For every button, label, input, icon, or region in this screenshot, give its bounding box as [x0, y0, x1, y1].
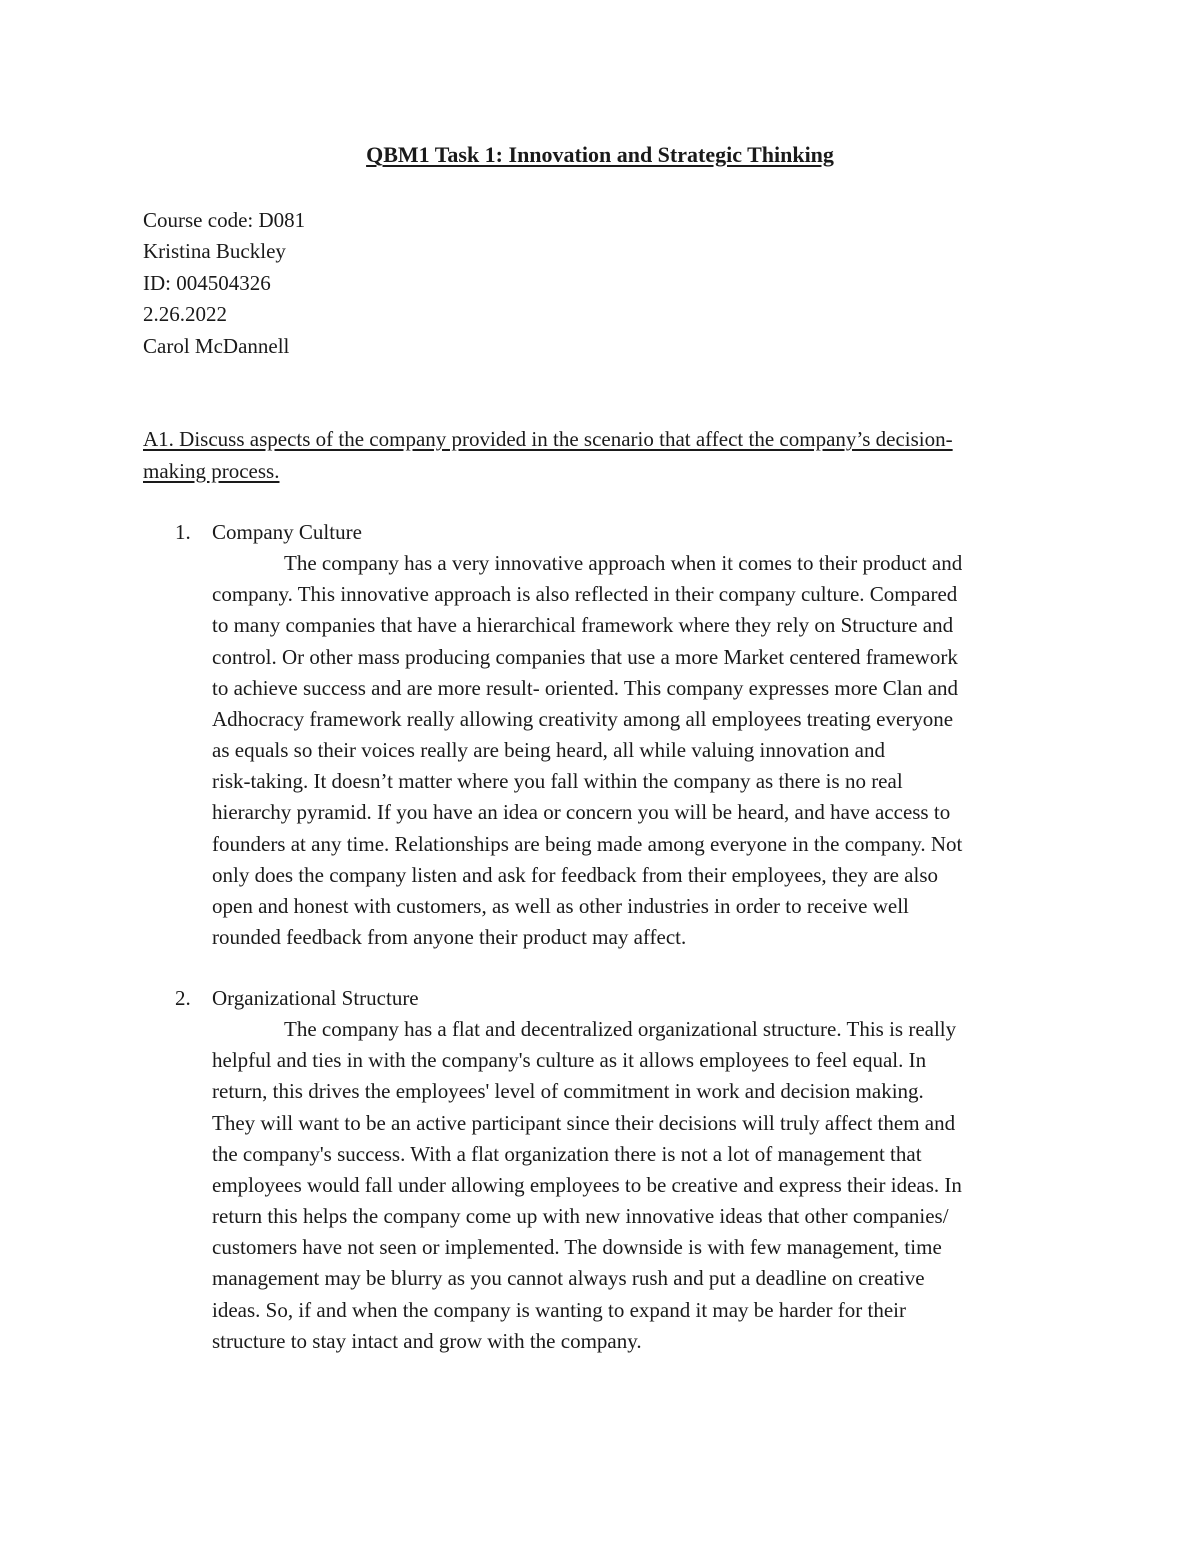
paragraph-line: founders at any time. Relationships are being made among everyone in the company. Not	[212, 831, 963, 856]
question-line: A1. Discuss aspects of the company provided in the scenario that affect the company’s decision-	[143, 427, 953, 451]
paragraph-line: company. This innovative approach is also reflected in their company culture. Compared	[212, 582, 958, 607]
paragraph-line: hierarchy pyramid. If you have an idea or concern you will be heard, and have access to	[212, 800, 951, 825]
paragraph-line: return, this drives the employees' level of commitment in work and decision making.	[212, 1079, 924, 1104]
paragraph-line: ideas. So, if and when the company is wanting to expand it may be harder for their	[212, 1297, 906, 1322]
section-heading: Company Culture	[212, 520, 362, 544]
paragraph-line: the company's success. With a flat organization there is not a lot of management that	[212, 1141, 922, 1166]
paragraph-line: Adhocracy framework really allowing creativity among all employees treating everyone	[212, 706, 954, 731]
paragraph-line: as equals so their voices really are being heard, all while valuing innovation and	[212, 738, 885, 763]
paragraph-line: risk-taking. It doesn’t matter where you fall within the company as there is no real	[212, 769, 903, 794]
paragraph-line: only does the company listen and ask for feedback from their employees, they are also	[212, 862, 939, 887]
paragraph-line: structure to stay intact and grow with the company.	[212, 1328, 642, 1353]
paragraph-line: control. Or other mass producing companies that use a more Market centered framework	[212, 644, 958, 669]
student-id: ID: 004504326	[143, 270, 271, 295]
paragraph-line: to achieve success and are more result- oriented. This company expresses more Clan and	[212, 675, 959, 700]
document-date: 2.26.2022	[143, 302, 227, 327]
paragraph-line: They will want to be an active participant since their decisions will truly affect them and	[212, 1110, 956, 1135]
course-code: Course code: D081	[143, 208, 306, 232]
section-body	[212, 548, 1057, 953]
author-name: Kristina Buckley	[143, 239, 286, 264]
section-heading: Organizational Structure	[212, 986, 419, 1010]
list-number: 1.	[175, 520, 191, 544]
paragraph-line: return this helps the company come up with new innovative ideas that other companies/	[212, 1204, 949, 1229]
paragraph-line: to many companies that have a hierarchical framework where they rely on Structure and	[212, 613, 954, 638]
question-line: making process.	[143, 458, 280, 483]
paragraph-line: The company has a very innovative approach when it comes to their product and	[284, 551, 963, 576]
paragraph-line: rounded feedback from anyone their product may affect.	[212, 925, 687, 950]
paragraph-line: employees would fall under allowing employees to be creative and express their ideas. In	[212, 1172, 962, 1197]
paragraph-line: The company has a flat and decentralized organizational structure. This is really	[284, 1017, 957, 1042]
section-body	[212, 1014, 1057, 1357]
paragraph-line: open and honest with customers, as well as other industries in order to receive well	[212, 893, 909, 918]
paragraph-line: management may be blurry as you cannot always rush and put a deadline on creative	[212, 1266, 925, 1291]
document-title: QBM1 Task 1: Innovation and Strategic Thinking	[366, 142, 834, 167]
document-meta	[143, 205, 305, 362]
paragraph-line: helpful and ties in with the company's culture as it allows employees to feel equal. In	[212, 1048, 927, 1073]
list-number: 2.	[175, 986, 191, 1010]
paragraph-line: customers have not seen or implemented. The downside is with few management, time	[212, 1235, 942, 1260]
instructor-name: Carol McDannell	[143, 333, 290, 358]
question-a1	[143, 424, 1063, 487]
